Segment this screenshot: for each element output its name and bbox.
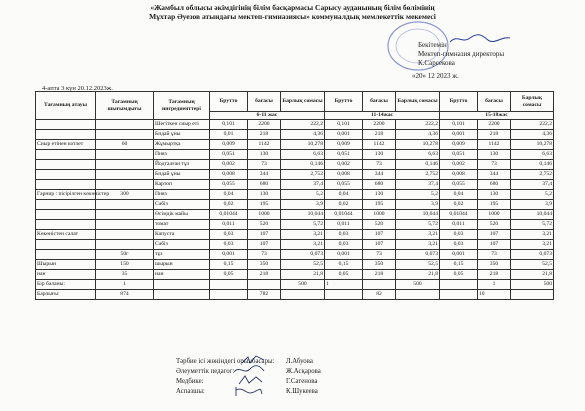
single-cost-count: 1: [325, 280, 363, 290]
price-cell: 218: [478, 130, 511, 140]
yield-cell: 35: [96, 270, 154, 280]
gross-cell: 0,001: [325, 250, 363, 260]
price-cell: 107: [248, 230, 281, 240]
gross-cell: 0,055: [440, 180, 478, 190]
price-cell: 73: [248, 250, 281, 260]
ingredient-cell: Пияз: [154, 190, 210, 200]
ingredient-cell: Йодталған тұз: [154, 160, 210, 170]
total-cell: 5,72: [281, 220, 325, 230]
table-row: [36, 230, 554, 240]
total-cell: 0,073: [396, 250, 440, 260]
total-cell: 10,278: [396, 140, 440, 150]
price-cell: 130: [363, 150, 396, 160]
price-cell: 1000: [363, 210, 396, 220]
total-cell: 5,2: [396, 190, 440, 200]
price-cell: 130: [478, 190, 511, 200]
yield-cell: [96, 150, 154, 160]
total-cell: 3,9: [281, 200, 325, 210]
dish-cell: [36, 240, 96, 250]
approval-name: К.Сарсекова: [418, 59, 455, 67]
footer-role: Медбике:: [176, 378, 204, 385]
price-cell: 344: [248, 170, 281, 180]
ingredient-cell: Капуста: [154, 230, 210, 240]
price-cell: 73: [478, 250, 511, 260]
gross-cell: 0,051: [210, 150, 248, 160]
approval-title: Бекітемін: [418, 41, 447, 49]
total-cell: 21,8: [281, 270, 325, 280]
director-signature: [448, 32, 512, 46]
price-cell: 73: [248, 160, 281, 170]
price-cell: 680: [248, 180, 281, 190]
table-row: [36, 220, 554, 230]
table-row: [36, 250, 554, 260]
price-cell: 520: [363, 220, 396, 230]
ingredient-cell: Сәбіз: [154, 240, 210, 250]
gross-cell: 0,03: [210, 240, 248, 250]
total-cell: 37,4: [396, 180, 440, 190]
price-cell: 1000: [248, 210, 281, 220]
age-group: 6-11 жас: [210, 112, 325, 120]
yield-cell: [96, 120, 154, 130]
single-cost-total: 500: [396, 280, 440, 290]
overall-total: 10: [478, 290, 511, 300]
total-cell: 37,4: [511, 180, 554, 190]
table-row: [36, 170, 554, 180]
price-cell: 73: [478, 160, 511, 170]
single-cost-value: 1: [96, 280, 154, 290]
gross-cell: 0,055: [325, 180, 363, 190]
col-gross: Брутто: [325, 92, 363, 112]
footer-name: К.Шукеева: [286, 388, 318, 395]
gross-cell: 0,002: [210, 160, 248, 170]
ingredient-cell: Шегіткен сиыр еті: [154, 120, 210, 130]
total-cell: 222,2: [511, 120, 554, 130]
ingredient-cell: Картоп: [154, 180, 210, 190]
total-cell: 37,4: [281, 180, 325, 190]
gross-cell: 0,002: [325, 160, 363, 170]
price-cell: 130: [248, 190, 281, 200]
price-cell: 107: [363, 240, 396, 250]
total-cell: 2,752: [396, 170, 440, 180]
dish-cell: нан: [36, 270, 96, 280]
gross-cell: 0,04: [325, 190, 363, 200]
total-cell: 5,2: [511, 190, 554, 200]
col-total: Барлық сомасы: [511, 92, 554, 112]
total-cell: 5,2: [281, 190, 325, 200]
dish-cell: [36, 180, 96, 190]
footer-role: Аспазшы:: [176, 388, 205, 395]
approval-position: Мектеп-гимназия директоры: [418, 50, 505, 58]
footer-line: [176, 378, 318, 386]
dish-cell: [36, 250, 96, 260]
total-cell: 4,36: [281, 130, 325, 140]
ingredient-cell: Бидай ұны: [154, 130, 210, 140]
price-cell: 350: [478, 260, 511, 270]
yield-cell: [96, 230, 154, 240]
col-gross: Брутто: [210, 92, 248, 112]
price-cell: 344: [478, 170, 511, 180]
table-row: [36, 130, 554, 140]
table-row: [36, 240, 554, 250]
footer-line: [176, 368, 321, 376]
table-row: [36, 190, 554, 200]
gross-cell: 0,05: [440, 270, 478, 280]
price-cell: 520: [478, 220, 511, 230]
gross-cell: 0,04: [210, 190, 248, 200]
price-cell: 107: [248, 240, 281, 250]
table-row: [36, 270, 554, 280]
gross-cell: 0,01044: [440, 210, 478, 220]
price-cell: 107: [363, 230, 396, 240]
total-cell: 222,2: [281, 120, 325, 130]
single-cost-label: Бір баланы:: [36, 280, 96, 290]
table-row: [36, 260, 554, 270]
price-cell: 2200: [248, 120, 281, 130]
total-cell: 4,36: [511, 130, 554, 140]
ingredient-cell: Бидай ұны: [154, 170, 210, 180]
gross-cell: 0,011: [210, 220, 248, 230]
total-cell: 10,278: [281, 140, 325, 150]
price-cell: 2200: [363, 120, 396, 130]
gross-cell: 0,008: [440, 170, 478, 180]
gross-cell: 0,04: [440, 190, 478, 200]
total-cell: 0,146: [511, 160, 554, 170]
price-cell: 130: [478, 150, 511, 160]
total-cell: 0,146: [281, 160, 325, 170]
yield-cell: [96, 240, 154, 250]
gross-cell: 0,101: [210, 120, 248, 130]
total-cell: 10,044: [511, 210, 554, 220]
dish-cell: [36, 210, 96, 220]
gross-cell: 0,01044: [325, 210, 363, 220]
gross-cell: 0,008: [325, 170, 363, 180]
total-cell: 6,63: [396, 150, 440, 160]
table-row: [36, 180, 554, 190]
dish-cell: [36, 150, 96, 160]
dish-cell: [36, 170, 96, 180]
overall-label: Барлығы:: [36, 290, 96, 300]
price-cell: 344: [363, 170, 396, 180]
total-cell: 52,5: [281, 260, 325, 270]
total-cell: 6,63: [281, 150, 325, 160]
price-cell: 218: [478, 270, 511, 280]
single-cost-total: 500: [281, 280, 325, 290]
total-cell: 5,72: [396, 220, 440, 230]
signature: [232, 384, 264, 398]
yield-cell: [96, 200, 154, 210]
col-dish: Тағамның атауы: [36, 92, 96, 120]
gross-cell: 0,001: [440, 130, 478, 140]
total-cell: 0,146: [396, 160, 440, 170]
table-row: [36, 120, 554, 130]
single-cost-count: 1: [478, 280, 511, 290]
footer-name: Г.Сатенова: [286, 378, 318, 385]
menu-date: 4-апта 3 күн 20.12.2023ж.: [42, 85, 113, 92]
yield-cell: 50г: [96, 250, 154, 260]
price-cell: 680: [363, 180, 396, 190]
ingredient-cell: тұз: [154, 250, 210, 260]
yield-cell: 300: [96, 190, 154, 200]
total-cell: 0,073: [511, 250, 554, 260]
gross-cell: 0,011: [440, 220, 478, 230]
gross-cell: 0,15: [325, 260, 363, 270]
price-cell: 107: [478, 240, 511, 250]
total-cell: 10,044: [281, 210, 325, 220]
price-cell: 195: [363, 200, 396, 210]
gross-cell: 0,02: [440, 200, 478, 210]
yield-cell: [96, 180, 154, 190]
header-line-1: «Жамбыл облысы әкімдігінің білім басқармасы Сарысу ауданының білім бөлімінің: [150, 3, 435, 12]
yield-cell: [96, 160, 154, 170]
total-cell: 52,5: [396, 260, 440, 270]
table-header-row: [36, 92, 554, 112]
price-cell: 195: [478, 200, 511, 210]
price-cell: 680: [478, 180, 511, 190]
ingredient-cell: Сәбіз: [154, 200, 210, 210]
single-cost-row: [36, 280, 554, 290]
footer-role: Әлеуметтік педагог:: [176, 368, 235, 375]
price-cell: 130: [363, 190, 396, 200]
total-cell: 10,278: [511, 140, 554, 150]
dish-cell: [36, 120, 96, 130]
table-row: [36, 210, 554, 220]
price-cell: 218: [248, 270, 281, 280]
table-row: [36, 160, 554, 170]
footer-name: Л.Абуова: [286, 358, 313, 365]
dish-cell: [36, 130, 96, 140]
price-cell: 1142: [363, 140, 396, 150]
price-cell: 130: [248, 150, 281, 160]
yield-cell: 150: [96, 260, 154, 270]
overall-total: 782: [248, 290, 281, 300]
ingredient-cell: нан: [154, 270, 210, 280]
total-cell: 0,073: [281, 250, 325, 260]
age-group: 11-14жас: [325, 112, 440, 120]
yield-cell: [96, 130, 154, 140]
footer-role: Тәрбие ісі жөніндегі орынбасары:: [176, 358, 275, 365]
total-cell: 3,21: [281, 230, 325, 240]
col-total: Барлық сомасы: [396, 92, 440, 112]
overall-count: 874: [96, 290, 154, 300]
gross-cell: 0,002: [440, 160, 478, 170]
gross-cell: 0,055: [210, 180, 248, 190]
menu-table: [35, 91, 554, 300]
gross-cell: 0,05: [210, 270, 248, 280]
dish-cell: [36, 160, 96, 170]
total-cell: 3,21: [396, 230, 440, 240]
ingredient-cell: Жұмыртқа: [154, 140, 210, 150]
gross-cell: 0,011: [325, 220, 363, 230]
price-cell: 1142: [248, 140, 281, 150]
gross-cell: 0,15: [440, 260, 478, 270]
ingredient-cell: Пияз: [154, 150, 210, 160]
footer-name: Ж.Асқарова: [286, 368, 321, 375]
gross-cell: 0,101: [440, 120, 478, 130]
total-cell: 10,044: [396, 210, 440, 220]
dish-cell: Гарнир : пісірілген көкөністер: [36, 190, 96, 200]
ingredient-cell: шырын: [154, 260, 210, 270]
total-cell: 3,21: [511, 240, 554, 250]
total-cell: 3,21: [396, 240, 440, 250]
gross-cell: 0,101: [325, 120, 363, 130]
total-cell: 52,5: [511, 260, 554, 270]
col-price: бағасы: [363, 92, 396, 112]
gross-cell: 0,009: [210, 140, 248, 150]
total-cell: 3,21: [511, 230, 554, 240]
col-price: бағасы: [478, 92, 511, 112]
gross-cell: 0,001: [210, 250, 248, 260]
gross-cell: 0,009: [325, 140, 363, 150]
dish-cell: Шырын: [36, 260, 96, 270]
col-total: Барлық сомасы: [281, 92, 325, 112]
yield-cell: [96, 210, 154, 220]
total-cell: 21,8: [511, 270, 554, 280]
gross-cell: 0,009: [440, 140, 478, 150]
col-gross: Брутто: [440, 92, 478, 112]
price-cell: 350: [363, 260, 396, 270]
total-cell: 6,63: [511, 150, 554, 160]
total-cell: 4,36: [396, 130, 440, 140]
total-cell: 2,752: [281, 170, 325, 180]
total-cell: 21,8: [396, 270, 440, 280]
yield-cell: [96, 170, 154, 180]
price-cell: 1142: [478, 140, 511, 150]
col-ingredients: Тағамның ингредиенттері: [154, 92, 210, 120]
total-cell: 222,2: [396, 120, 440, 130]
gross-cell: 0,051: [325, 150, 363, 160]
gross-cell: 0,15: [210, 260, 248, 270]
gross-cell: 0,051: [440, 150, 478, 160]
col-yield: Тағамның шығымдығы: [96, 92, 154, 120]
overall-row: [36, 290, 554, 300]
total-cell: 3,21: [281, 240, 325, 250]
table-row: [36, 140, 554, 150]
gross-cell: 0,001: [440, 250, 478, 260]
col-price: бағасы: [248, 92, 281, 112]
yield-cell: [96, 220, 154, 230]
header-line-2: Мұхтар Әуезов атындағы мектеп-гимназиясы» коммуналдық мемлекеттік мекемесі: [149, 12, 436, 21]
price-cell: 218: [363, 270, 396, 280]
dish-cell: Көкөністен салат: [36, 230, 96, 240]
price-cell: 218: [363, 130, 396, 140]
total-cell: 3,9: [511, 200, 554, 210]
gross-cell: 0,008: [210, 170, 248, 180]
price-cell: 73: [363, 160, 396, 170]
gross-cell: 0,03: [325, 240, 363, 250]
gross-cell: 0,01044: [210, 210, 248, 220]
yield-cell: 60: [96, 140, 154, 150]
single-cost-total: 500: [511, 280, 554, 290]
price-cell: 1000: [478, 210, 511, 220]
total-cell: 2,752: [511, 170, 554, 180]
total-cell: 3,9: [396, 200, 440, 210]
price-cell: 2200: [478, 120, 511, 130]
table-row: [36, 150, 554, 160]
gross-cell: 0,001: [325, 130, 363, 140]
gross-cell: 0,03: [325, 230, 363, 240]
price-cell: 73: [363, 250, 396, 260]
ingredient-cell: Өсімдік майы: [154, 210, 210, 220]
total-cell: 5,72: [511, 220, 554, 230]
gross-cell: 0,03: [440, 240, 478, 250]
table-row: [36, 200, 554, 210]
gross-cell: 0,02: [325, 200, 363, 210]
gross-cell: 0,03: [440, 230, 478, 240]
dish-cell: Сиыр етінен котлет: [36, 140, 96, 150]
ingredient-cell: томат: [154, 220, 210, 230]
dish-cell: [36, 220, 96, 230]
gross-cell: 0,05: [325, 270, 363, 280]
dish-cell: [36, 200, 96, 210]
price-cell: 520: [248, 220, 281, 230]
price-cell: 218: [248, 130, 281, 140]
price-cell: 195: [248, 200, 281, 210]
gross-cell: 0,02: [210, 200, 248, 210]
gross-cell: 0,03: [210, 230, 248, 240]
price-cell: 350: [248, 260, 281, 270]
overall-total: 82: [363, 290, 396, 300]
price-cell: 107: [478, 230, 511, 240]
gross-cell: 0,01: [210, 130, 248, 140]
footer-line: [176, 388, 318, 396]
age-group: 15-18жас: [440, 112, 554, 120]
approval-date: «20» 12 2023 ж.: [412, 72, 459, 80]
